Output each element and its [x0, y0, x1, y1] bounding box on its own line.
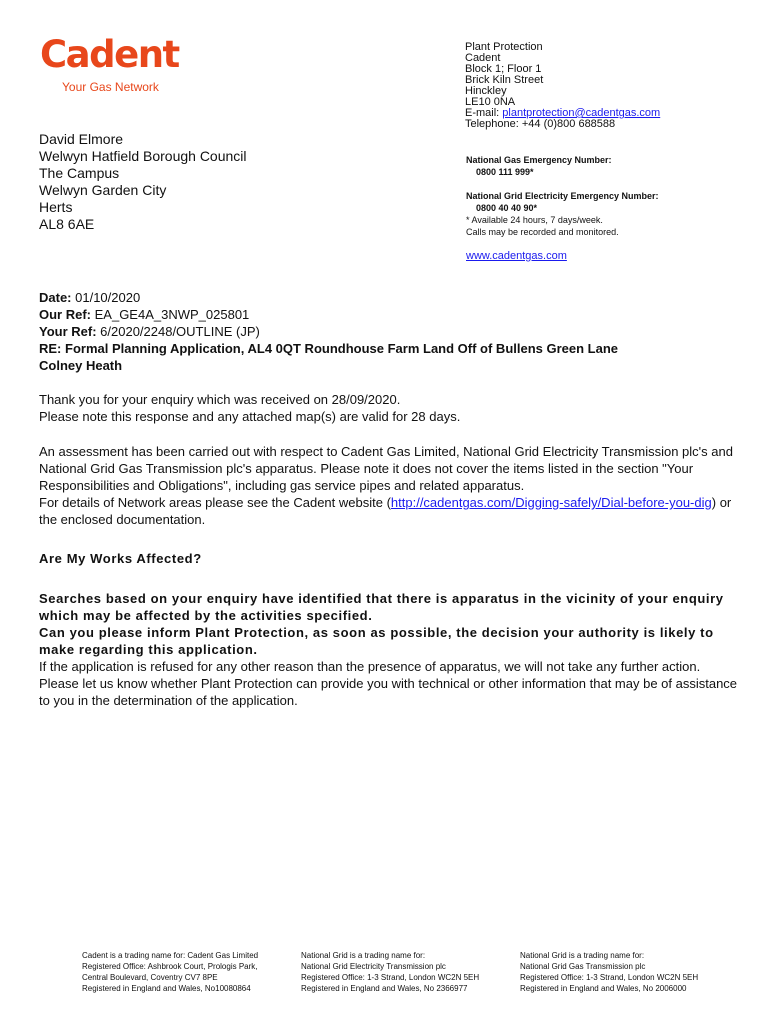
electricity-emergency-number: 0800 40 40 90* [476, 203, 538, 213]
footer-cadent: Cadent is a trading name for: Cadent Gas Limited Registered Office: Ashbrook Court, Prologis Park, Central Boulevard, Coventry CV7 8PE Registered in England and Wales, No10080864 [82, 951, 259, 993]
sender-telephone: Telephone: +44 (0)800 688588 [465, 118, 616, 130]
logo-tagline: Your Gas Network [62, 80, 159, 94]
assessment-paragraph: An assessment has been carried out with respect to Cadent Gas Limited, National Grid Electricity Transmission plc's and National Grid Gas Transmission plc's apparatus. Please note it does not cover the items listed in the section "Your Responsibilities and Obligations", including gas service pipes and related apparatus. For details of Network areas please see the Cadent website (http://cadentgas.com/Digging-safely/Dial-before-you-dig) or the enclosed documentation. [39, 443, 739, 528]
your-ref-row: Your Ref: 6/2020/2248/OUTLINE (JP) [39, 324, 260, 339]
recipient-address [39, 131, 247, 233]
emergency-numbers [466, 154, 659, 262]
recording-note: Calls may be recorded and monitored. [466, 227, 619, 237]
your-ref-value: 6/2020/2248/OUTLINE (JP) [100, 324, 260, 339]
sender-line: Brick Kiln Street [465, 74, 544, 86]
gas-emergency-number: 0800 111 999* [476, 167, 534, 177]
our-ref-row: Our Ref: EA_GE4A_3NWP_025801 [39, 307, 250, 322]
logo-wordmark: Cadent [40, 33, 179, 76]
recipient-line: The Campus [39, 165, 120, 181]
network-details-paragraph: For details of Network areas please see the Cadent website (http://cadentgas.com/Digging-safely/Dial-before-you-dig) or the enclosed documentation. [39, 495, 732, 527]
sender-line: Hinckley [465, 85, 507, 97]
recipient-line: David Elmore [39, 131, 124, 147]
sender-address [465, 42, 660, 130]
recipient-line: Herts [39, 199, 73, 215]
sender-line: Cadent [465, 52, 501, 64]
sender-line: LE10 0NA [465, 96, 516, 108]
email-link[interactable]: plantprotection@cadentgas.com [502, 107, 661, 119]
footer-electricity: National Grid is a trading name for: National Grid Electricity Transmission plc Registered Office: 1-3 Strand, London WC2N 5EH Registered in England and Wales, No 2366977 [301, 951, 480, 993]
recipient-line: Welwyn Garden City [39, 182, 167, 198]
sender-line: Plant Protection [465, 41, 543, 53]
assistance-paragraph: Please let us know whether Plant Protection can provide you with technical or other information that may be of assistance to you in the determination of the application. [39, 676, 738, 708]
website-link[interactable]: www.cadentgas.com [466, 250, 567, 262]
inform-request: Can you please inform Plant Protection, as soon as possible, the decision your authority is likely to make regarding this application. [39, 625, 714, 657]
recipient-line: AL8 6AE [39, 216, 95, 232]
section-heading: Are My Works Affected? [39, 551, 202, 566]
electricity-emergency-label: National Grid Electricity Emergency Number: [466, 191, 659, 201]
refusal-paragraph: If the application is refused for any other reason than the presence of apparatus, we will not take any further action. [39, 659, 701, 674]
gas-emergency-label: National Gas Emergency Number: [466, 155, 612, 165]
date-row: Date: 01/10/2020 [39, 290, 141, 305]
reference-block [39, 289, 618, 374]
subject-line: RE: Formal Planning Application, AL4 0QT Roundhouse Farm Land Off of Bullens Green Lane [39, 341, 619, 356]
availability-note: * Available 24 hours, 7 days/week. [466, 215, 603, 225]
our-ref-value: EA_GE4A_3NWP_025801 [94, 307, 250, 322]
cadent-logo [40, 33, 179, 94]
email-label: E-mail: [465, 107, 503, 119]
enquiry-paragraph: Thank you for your enquiry which was received on 28/09/2020. Please note this response and any attached map(s) are valid for 28 days. [39, 392, 461, 424]
footer-gas: National Grid is a trading name for: National Grid Gas Transmission plc Registered Office: 1-3 Strand, London WC2N 5EH Registered in England and Wales, No 2006000 [520, 951, 699, 993]
date-value: 01/10/2020 [75, 290, 141, 305]
dial-before-you-dig-link[interactable]: http://cadentgas.com/Digging-safely/Dial-before-you-dig [390, 495, 712, 510]
sender-line: Block 1; Floor 1 [465, 63, 542, 75]
recipient-line: Welwyn Hatfield Borough Council [39, 148, 247, 164]
affected-section [39, 590, 739, 709]
subject-line-2: Colney Heath [39, 358, 123, 373]
apparatus-notice: Searches based on your enquiry have identified that there is apparatus in the vicinity of your enquiry which may be affected by the activities specified. [39, 591, 724, 623]
